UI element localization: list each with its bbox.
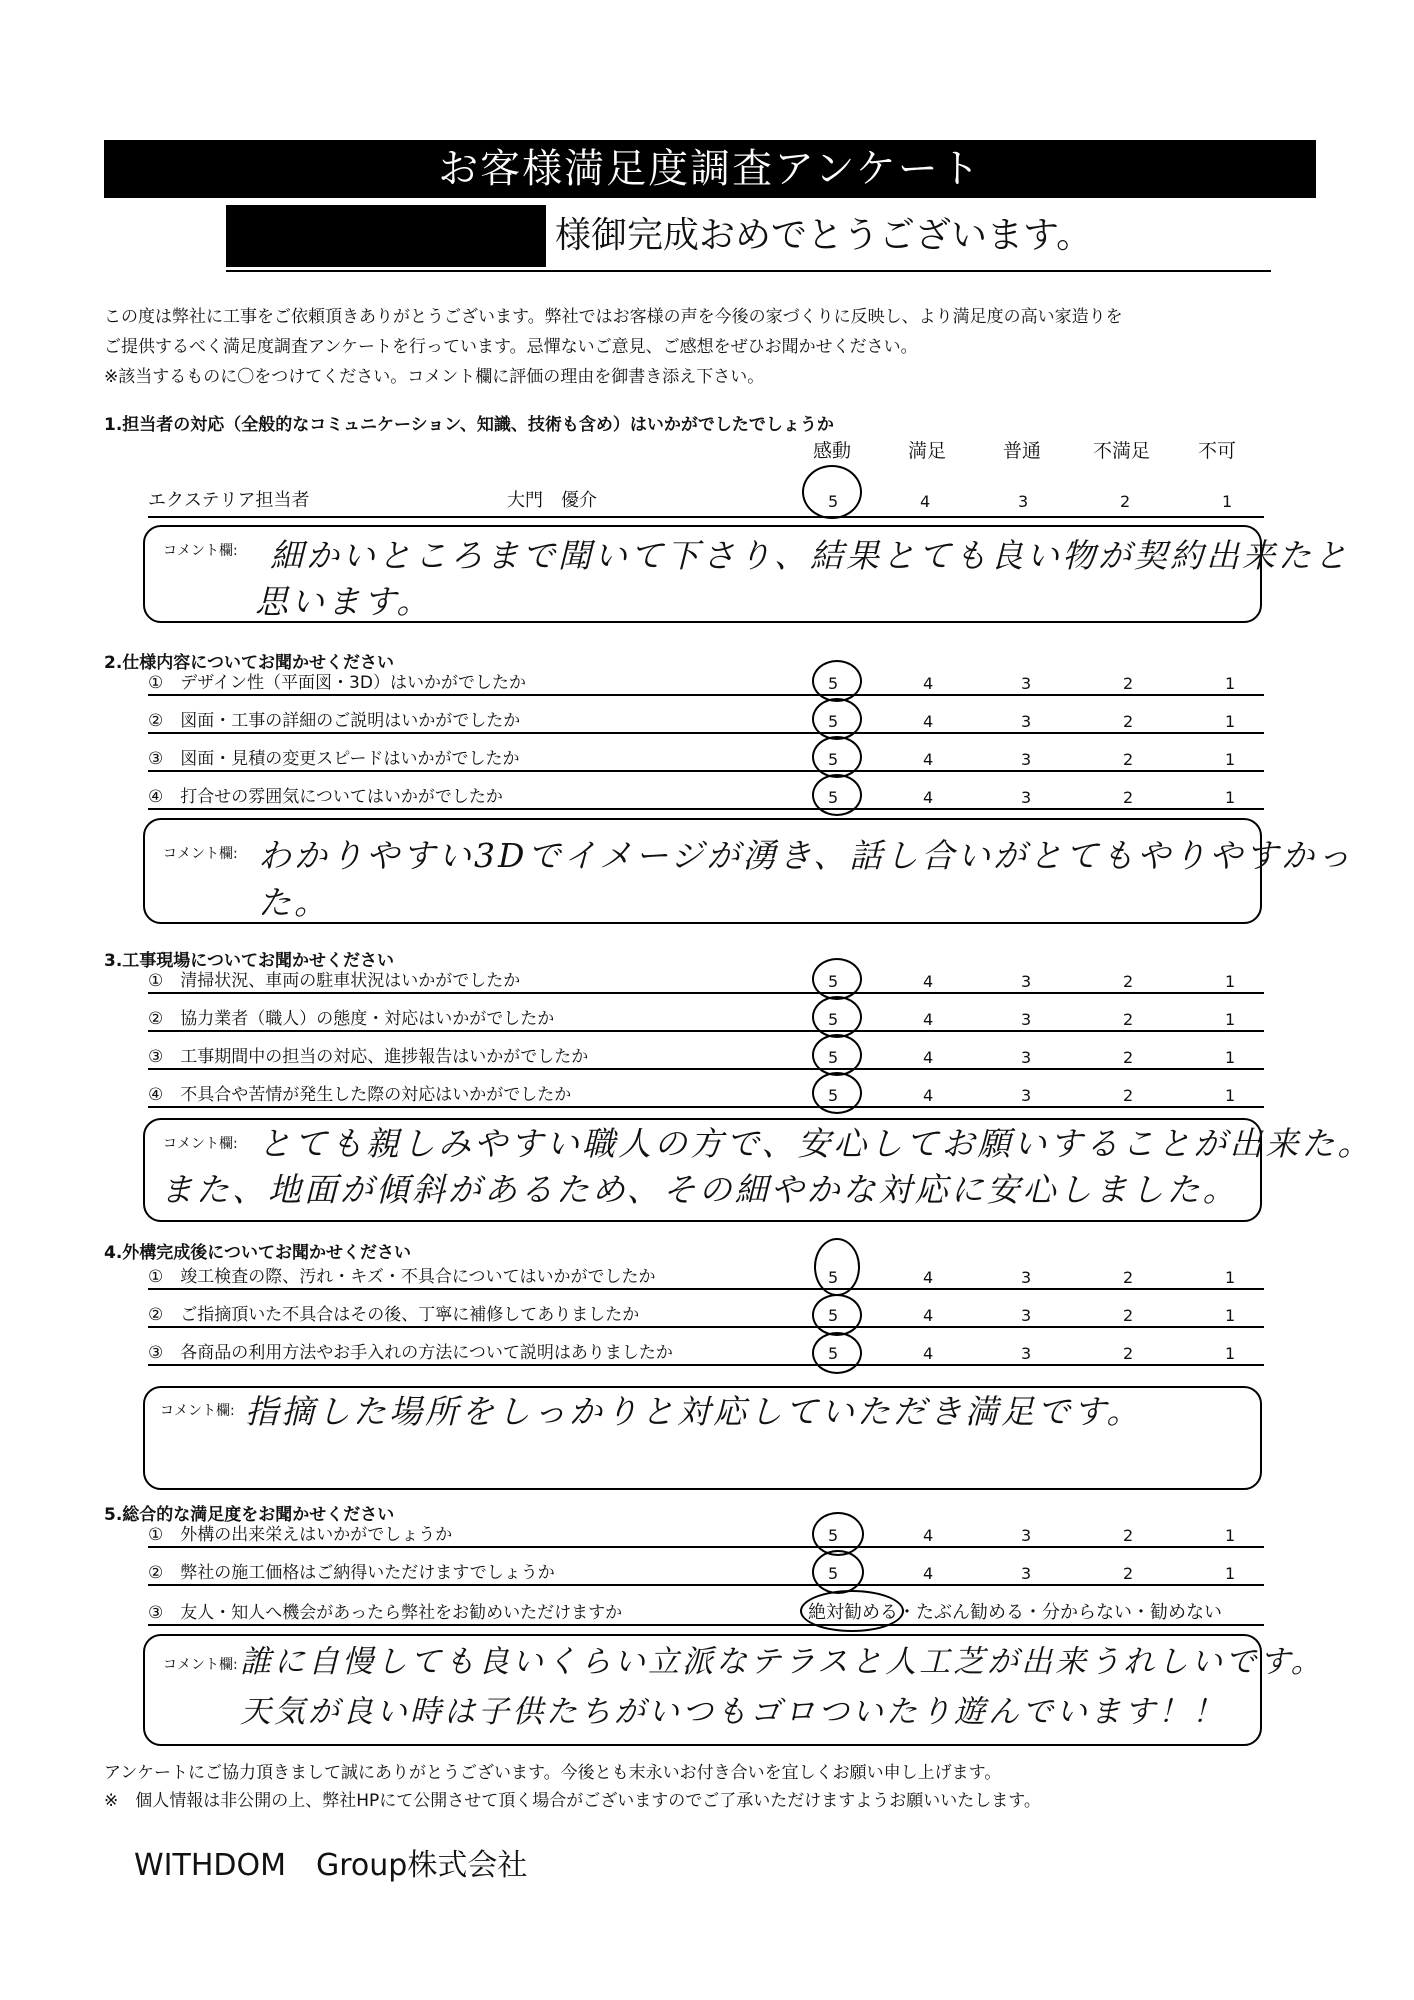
rating-5[interactable]: 5 [828, 1526, 839, 1545]
divider [148, 1584, 1264, 1586]
rating-2[interactable]: 2 [1123, 1268, 1134, 1287]
scale-header: 普通 [1003, 440, 1042, 462]
rating-4[interactable]: 4 [923, 1086, 934, 1105]
rating-1[interactable]: 1 [1225, 1306, 1236, 1325]
divider [148, 992, 1264, 994]
footer-privacy: ※ 個人情報は非公開の上、弊社HPにて公開させて頂く場合がございますのでご了承いただけますようお願いいたします。 [104, 1791, 1041, 1811]
divider [226, 270, 1271, 272]
intro-line: この度は弊社に工事をご依頼頂きありがとうございます。弊社ではお客様の声を今後の家づくりに反映し、より満足度の高い家造りを [104, 307, 1123, 327]
survey-title: お客様満足度調査アンケート [104, 140, 1316, 198]
rating-1[interactable]: 1 [1225, 712, 1236, 731]
rating-2[interactable]: 2 [1123, 1048, 1134, 1067]
footer-thanks: アンケートにご協力頂きまして誠にありがとうございます。今後とも末永いお付き合いを宜しくお願い申し上げます。 [104, 1763, 1002, 1783]
scale-header: 感動 [813, 440, 852, 462]
rating-2[interactable]: 2 [1123, 972, 1134, 991]
rating-1[interactable]: 1 [1225, 1048, 1236, 1067]
question: ③ 各商品の利用方法やお手入れの方法について説明はありましたか [148, 1343, 673, 1363]
intro-line: ご提供するべく満足度調査アンケートを行っています。忌憚ないご意見、ご感想をぜひお聞かせください。 [104, 337, 918, 357]
divider [148, 770, 1264, 772]
selected-circle [812, 1550, 864, 1594]
question: ① デザイン性（平面図・3D）はいかがでしたか [148, 673, 526, 693]
question: ② ご指摘頂いた不具合はその後、丁寧に補修してありましたか [148, 1305, 640, 1325]
redacted-name [226, 205, 546, 267]
comment-text: 天気が良い時は子供たちがいつもゴロついたり遊んでいます！！ [240, 1694, 1226, 1730]
rating-4[interactable]: 4 [923, 788, 934, 807]
rating-3[interactable]: 3 [1021, 788, 1032, 807]
question: ④ 打合せの雰囲気についてはいかがでしたか [148, 787, 503, 807]
comment-label: コメント欄: [163, 846, 238, 862]
congrats-text: 様御完成おめでとうございます。 [555, 215, 1093, 256]
rating-3[interactable]: 3 [1021, 674, 1032, 693]
divider [148, 1364, 1264, 1366]
rating-4[interactable]: 4 [923, 1306, 934, 1325]
selected-circle [812, 660, 862, 702]
divider [148, 1288, 1264, 1290]
rating-1[interactable]: 1 [1225, 1526, 1236, 1545]
rating-3[interactable]: 3 [1021, 1526, 1032, 1545]
rating-5[interactable]: 5 [828, 1268, 839, 1287]
rating-3[interactable]: 3 [1018, 492, 1029, 511]
question: ① 清掃状況、車両の駐車状況はいかがでしたか [148, 971, 521, 991]
rating-4[interactable]: 4 [923, 1010, 934, 1029]
divider [148, 1030, 1264, 1032]
rating-2[interactable]: 2 [1120, 492, 1131, 511]
rating-3[interactable]: 3 [1021, 1564, 1032, 1583]
selected-circle [812, 774, 862, 816]
rating-5[interactable]: 5 [828, 972, 839, 991]
section5-title: 5.総合的な満足度をお聞かせください [104, 1505, 395, 1525]
selected-circle [812, 698, 862, 740]
rating-5[interactable]: 5 [828, 1010, 839, 1029]
rating-5[interactable]: 5 [828, 750, 839, 769]
rating-1[interactable]: 1 [1225, 674, 1236, 693]
comment-label: コメント欄: [163, 1136, 238, 1152]
question: ① 竣工検査の際、汚れ・キズ・不具合についてはいかがでしたか [148, 1267, 656, 1287]
selected-circle [812, 1034, 862, 1076]
selected-circle [800, 1590, 904, 1632]
rating-1[interactable]: 1 [1225, 750, 1236, 769]
section1-title: 1.担当者の対応（全般的なコミュニケーション、知識、技術も含め）はいかがでしたでしょうか [104, 415, 834, 435]
rating-2[interactable]: 2 [1123, 1086, 1134, 1105]
scale-header: 満足 [908, 440, 947, 462]
rating-5[interactable]: 5 [828, 492, 839, 511]
rating-4[interactable]: 4 [923, 750, 934, 769]
section4-title: 4.外構完成後についてお聞かせください [104, 1243, 411, 1263]
rating-5[interactable]: 5 [828, 1306, 839, 1325]
question: ② 協力業者（職人）の態度・対応はいかがでしたか [148, 1009, 555, 1029]
selected-circle [812, 958, 862, 1000]
question: ① 外構の出来栄えはいかがでしょうか [148, 1525, 453, 1545]
rating-1[interactable]: 1 [1225, 1268, 1236, 1287]
rating-2[interactable]: 2 [1123, 1010, 1134, 1029]
rating-2[interactable]: 2 [1123, 674, 1134, 693]
recommend-options[interactable]: 絶対勧める・たぶん勧める・分からない・勧めない [808, 1602, 1222, 1623]
comment-label: コメント欄: [163, 1657, 238, 1673]
comment-label: コメント欄: [160, 1403, 235, 1419]
rating-4[interactable]: 4 [923, 1268, 934, 1287]
divider [148, 732, 1264, 734]
rating-2[interactable]: 2 [1123, 788, 1134, 807]
divider [148, 808, 1264, 810]
divider [148, 694, 1264, 696]
selected-circle [812, 1072, 862, 1114]
selected-circle [812, 1332, 862, 1374]
divider [148, 1546, 1264, 1548]
rating-2[interactable]: 2 [1123, 750, 1134, 769]
comment-text: また、地面が傾斜があるため、その細やかな対応に安心しました。 [160, 1170, 1239, 1209]
rating-5[interactable]: 5 [828, 788, 839, 807]
rating-3[interactable]: 3 [1021, 1010, 1032, 1029]
rating-4[interactable]: 4 [923, 674, 934, 693]
rating-1[interactable]: 1 [1225, 1010, 1236, 1029]
rating-3[interactable]: 3 [1021, 1306, 1032, 1325]
rating-4[interactable]: 4 [923, 1048, 934, 1067]
divider [148, 1106, 1264, 1108]
rating-4[interactable]: 4 [923, 1526, 934, 1545]
section2-title: 2.仕様内容についてお聞かせください [104, 653, 394, 673]
comment-text: 誰に自慢しても良いくらい立派なテラスと人工芝が出来うれしいです。 [240, 1644, 1325, 1680]
rating-5[interactable]: 5 [828, 674, 839, 693]
selected-circle [812, 1294, 862, 1336]
rating-5[interactable]: 5 [828, 1344, 839, 1363]
question: ② 弊社の施工価格はご納得いただけますでしょうか [148, 1563, 555, 1583]
rating-4[interactable]: 4 [923, 972, 934, 991]
rating-3[interactable]: 3 [1021, 1086, 1032, 1105]
rating-2[interactable]: 2 [1123, 1306, 1134, 1325]
rating-4[interactable]: 4 [923, 1564, 934, 1583]
rating-1[interactable]: 1 [1222, 492, 1233, 511]
rating-1[interactable]: 1 [1225, 788, 1236, 807]
rating-5[interactable]: 5 [828, 1048, 839, 1067]
staff-name: 大門 優介 [507, 490, 597, 511]
comment-text: 指摘した場所をしっかりと対応していただき満足です。 [245, 1392, 1143, 1431]
comment-label: コメント欄: [163, 543, 238, 559]
rating-4[interactable]: 4 [923, 1344, 934, 1363]
rating-2[interactable]: 2 [1123, 712, 1134, 731]
intro-line: ※該当するものに〇をつけてください。コメント欄に評価の理由を御書き添え下さい。 [104, 367, 765, 387]
rating-4[interactable]: 4 [920, 492, 931, 511]
question: ③ 図面・見積の変更スピードはいかがでしたか [148, 749, 520, 769]
question: ③ 友人・知人へ機会があったら弊社をお勧めいただけますか [148, 1603, 623, 1623]
comment-text: とても親しみやすい職人の方で、安心してお願いすることが出来た。 [258, 1124, 1374, 1163]
comment-text: 思います。 [255, 582, 433, 621]
divider [148, 1068, 1264, 1070]
rating-4[interactable]: 4 [923, 712, 934, 731]
rating-2[interactable]: 2 [1123, 1526, 1134, 1545]
selected-circle [812, 996, 862, 1038]
rating-1[interactable]: 1 [1225, 972, 1236, 991]
company-name: WITHDOM Group株式会社 [134, 1848, 528, 1883]
rating-3[interactable]: 3 [1021, 1048, 1032, 1067]
rating-1[interactable]: 1 [1225, 1086, 1236, 1105]
comment-text: 細かいところまで聞いて下さり、結果とても良い物が契約出来たと [270, 536, 1350, 575]
section3-title: 3.工事現場についてお聞かせください [104, 951, 394, 971]
rating-5[interactable]: 5 [828, 712, 839, 731]
rating-3[interactable]: 3 [1021, 1268, 1032, 1287]
staff-role: エクステリア担当者 [148, 490, 310, 511]
comment-text: わかりやすい3Dでイメージが湧き、話し合いがとてもやりやすかった。 [258, 836, 1354, 922]
question: ② 図面・工事の詳細のご説明はいかがでしたか [148, 711, 521, 731]
rating-2[interactable]: 2 [1123, 1344, 1134, 1363]
rating-3[interactable]: 3 [1021, 1344, 1032, 1363]
rating-1[interactable]: 1 [1225, 1344, 1236, 1363]
divider [148, 516, 1264, 518]
selected-circle [814, 1238, 860, 1296]
divider [148, 1326, 1264, 1328]
rating-5[interactable]: 5 [828, 1086, 839, 1105]
rating-3[interactable]: 3 [1021, 750, 1032, 769]
rating-2[interactable]: 2 [1123, 1564, 1134, 1583]
selected-circle [812, 736, 862, 778]
divider [148, 1624, 1264, 1626]
question: ④ 不具合や苦情が発生した際の対応はいかがでしたか [148, 1085, 572, 1105]
scale-header: 不満足 [1093, 440, 1151, 462]
selected-circle [802, 465, 862, 519]
rating-5[interactable]: 5 [828, 1564, 839, 1583]
question: ③ 工事期間中の担当の対応、進捗報告はいかがでしたか [148, 1047, 589, 1067]
scale-header: 不可 [1198, 440, 1237, 462]
rating-3[interactable]: 3 [1021, 972, 1032, 991]
rating-1[interactable]: 1 [1225, 1564, 1236, 1583]
rating-3[interactable]: 3 [1021, 712, 1032, 731]
